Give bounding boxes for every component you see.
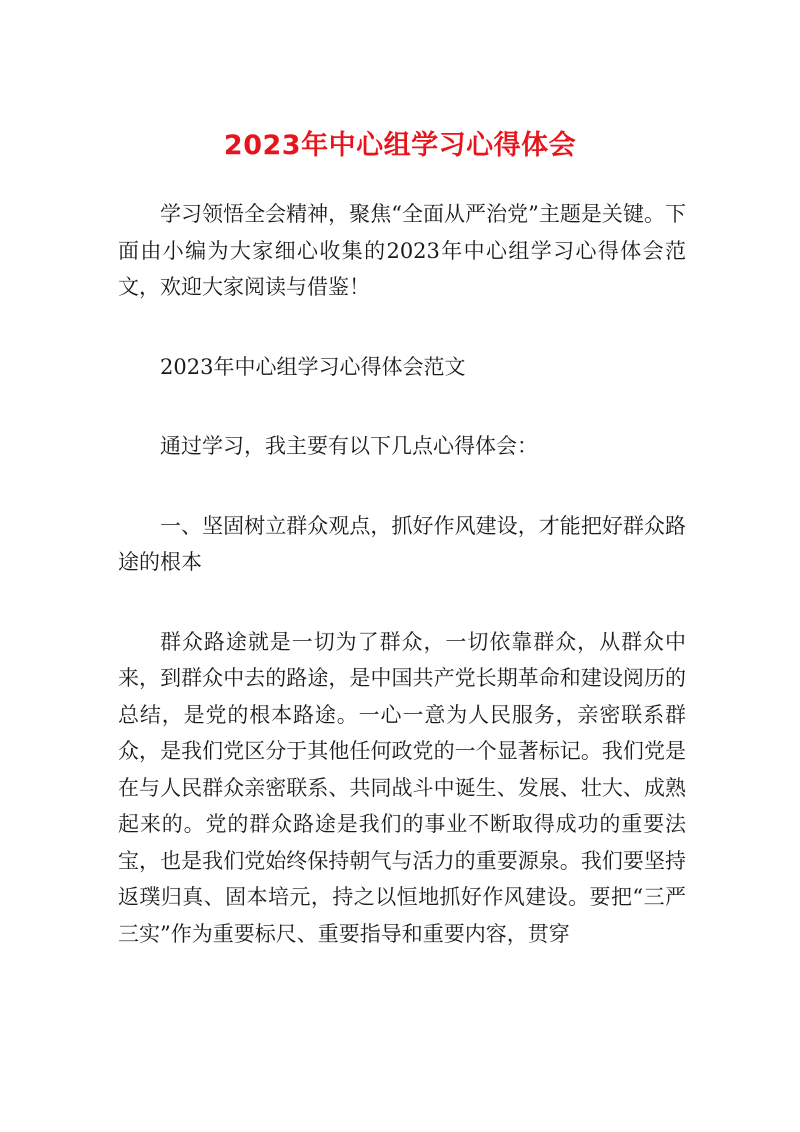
section-body-paragraph: 群众路途就是一切为了群众，一切依靠群众，从群众中来，到群众中去的路途，是中国共产党长期革命和建设阅历的总结，是党的根本路途。一心一意为人民服务，亲密联系群众，是我们党区分于其他任何政党的一个显著标记。我们党是在与人民群众亲密联系、共同战斗中诞生、发展、壮大、成熟起来的。党的群众路途是我们的事业不断取得成功的重要法宝，也是我们党始终保持朝气与活力的重要源泉。我们要坚持返璞归真、固本培元，持之以恒地抓好作风建设。要把“三严三实”作为重要标尺、重要指导和重要内容，贯穿 (118, 629, 686, 946)
document-body (118, 196, 686, 952)
document-title: 2023年中心组学习心得体会 (223, 130, 577, 161)
lead-paragraph: 通过学习，我主要有以下几点心得体会： (160, 434, 538, 458)
subtitle-paragraph: 2023年中心组学习心得体会范文 (160, 354, 466, 379)
section-heading-1: 一、坚固树立群众观点，抓好作风建设，才能把好群众路途的根本 (118, 513, 686, 574)
intro-paragraph: 学习领悟全会精神，聚焦“全面从严治党”主题是关键。下面由小编为大家细心收集的2023年中心组学习心得体会范文，欢迎大家阅读与借鉴！ (118, 202, 686, 299)
